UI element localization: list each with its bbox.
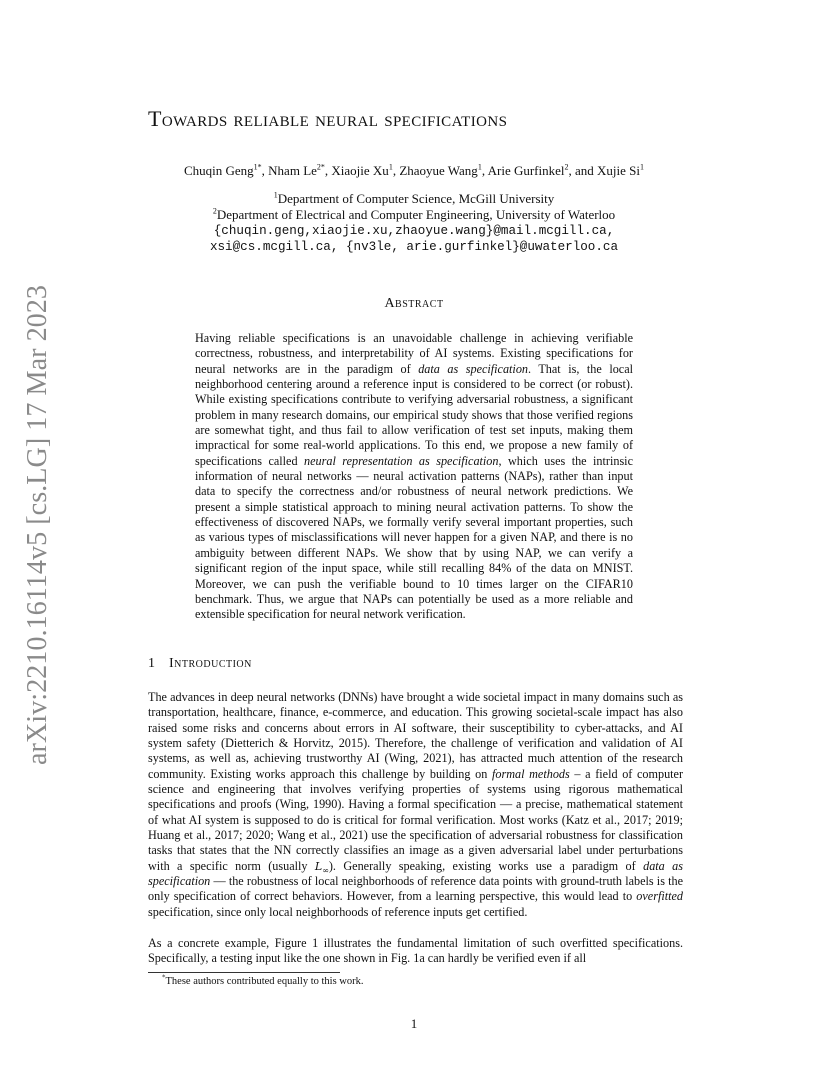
affiliation-1: $^1$Department of Computer Science, McGill University [273,190,555,206]
intro-paragraph-2: As a concrete example, Figure 1 illustrates the fundamental limitation of such overfitted specifications. Specifically, a testing input like the one shown in Fig. 1a can hardly be verified even if all [148,936,683,966]
author-list [0,163,828,179]
intro-paragraph-1: The advances in deep neural networks (DNNs) have brought a wide societal impact in many domains such as transportation, healthcare, finance, e-commerce, and education. This growing societal-scale impact has also raised some risks and concerns about errors in AI software, their susceptibility to cyber-attacks, and AI system safety (Dietterich & Horvitz, 2015). Therefore, the challenge of verification and validation of AI systems, as well as, achieving trustworthy AI (Wing, 2021), has attracted much attention of the research community. Existing works approach this challenge by building on formal methods – a field of computer science and engineering that involves verifying properties of systems using rigorous mathematical specifications and proofs (Wing, 1990). Having a formal specification — a precise, mathematical statement of what AI system is supposed to do is critical for formal verification. Most works (Katz et al., 2017; 2019; Huang et al., 2017; 2020; Wang et al., 2021) use the specification of adversarial robustness for classification tasks that states that the NN correctly classifies an image as a given adversarial label under perturbations with a specific norm (usually $L_\infty$). Generally speaking, existing works use a paradigm of data as specification — the robustness of local neighborhoods of reference data points with ground-truth labels is the only specification of correct behaviors. However, from a learning perspective, this would lead to overfitted specification, since only local neighborhoods of reference inputs get certified. [148,690,684,919]
page-number: 1 [410,1016,418,1031]
author: Xiaojie Xu$^1$, [331,162,400,178]
abstract-heading: Abstract [384,296,444,311]
section-heading [148,656,648,672]
paper-title [148,106,708,132]
author: Xujie Si$^1$ [597,162,645,178]
footnote-divider [148,972,340,973]
author: Nham $Le^{2*}$, [268,162,332,178]
email-line-1: {chuqin.geng,xiaojie.xu,zhaoyue.wang}@mail.mcgill.ca, [213,224,615,238]
affiliations [0,191,828,255]
author: Chuqin Geng$^{1*}$, [183,162,269,178]
paper-title-rest: owards reliable neural specifications [161,106,508,131]
linf-norm-symbol: $L_\infty$ [314,859,329,875]
paper-title-initial: T [148,106,162,131]
author: Zhaoyue Wang$^1$, [399,162,488,178]
email-line-2: xsi@cs.mcgill.ca, {nv3le, arie.gurfinkel}@uwaterloo.ca [209,240,619,254]
author: Arie Gurfinkel$^2$, and [487,162,598,178]
section-number: 1 [148,656,155,671]
affiliation-2: $^2$Department of Electrical and Computer Engineering, University of Waterloo [212,206,616,222]
arxiv-stamp-text: arXiv:2210.16114v5 [cs.LG] 17 Mar 2023 [22,288,53,765]
footnote: *These authors contributed equally to this work. [162,973,364,987]
arxiv-stamp [8,280,60,770]
section-title: Introduction [169,656,252,671]
abstract-body: Having reliable specifications is an unavoidable challenge in achieving verifiable correctness, robustness, and interpretability of AI systems. Existing specifications for neural networks are in the paradigm of data as specification. That is, the local neighborhood centering around a reference input is considered to be correct (or robust). While existing specifications contribute to verifying adversarial robustness, a significant problem in many research domains, our empirical study shows that those verified regions are somewhat tight, and thus fail to allow verification of test set inputs, making them impractical for some real-world applications. To this end, we propose a new family of specifications called neural representation as specification, which uses the intrinsic information of neural networks — neural activation patterns (NAPs), rather than input data to specify the correctness and/or robustness of neural network predictions. We present a simple statistical approach to mining neural activation patterns. To show the effectiveness of discovered NAPs, we formally verify several important properties, such as various types of misclassifications will never happen for a given NAP, and there is no ambiguity between different NAPs. We show that by using NAP, we can verify a significant region of the input space, while still recalling 84% of the data on MNIST. Moreover, we can push the verifiable bound to 10 times larger on the CIFAR10 benchmark. Thus, we argue that NAPs can potentially be used as a more reliable and extensible specification for neural network verification. [195,331,633,622]
